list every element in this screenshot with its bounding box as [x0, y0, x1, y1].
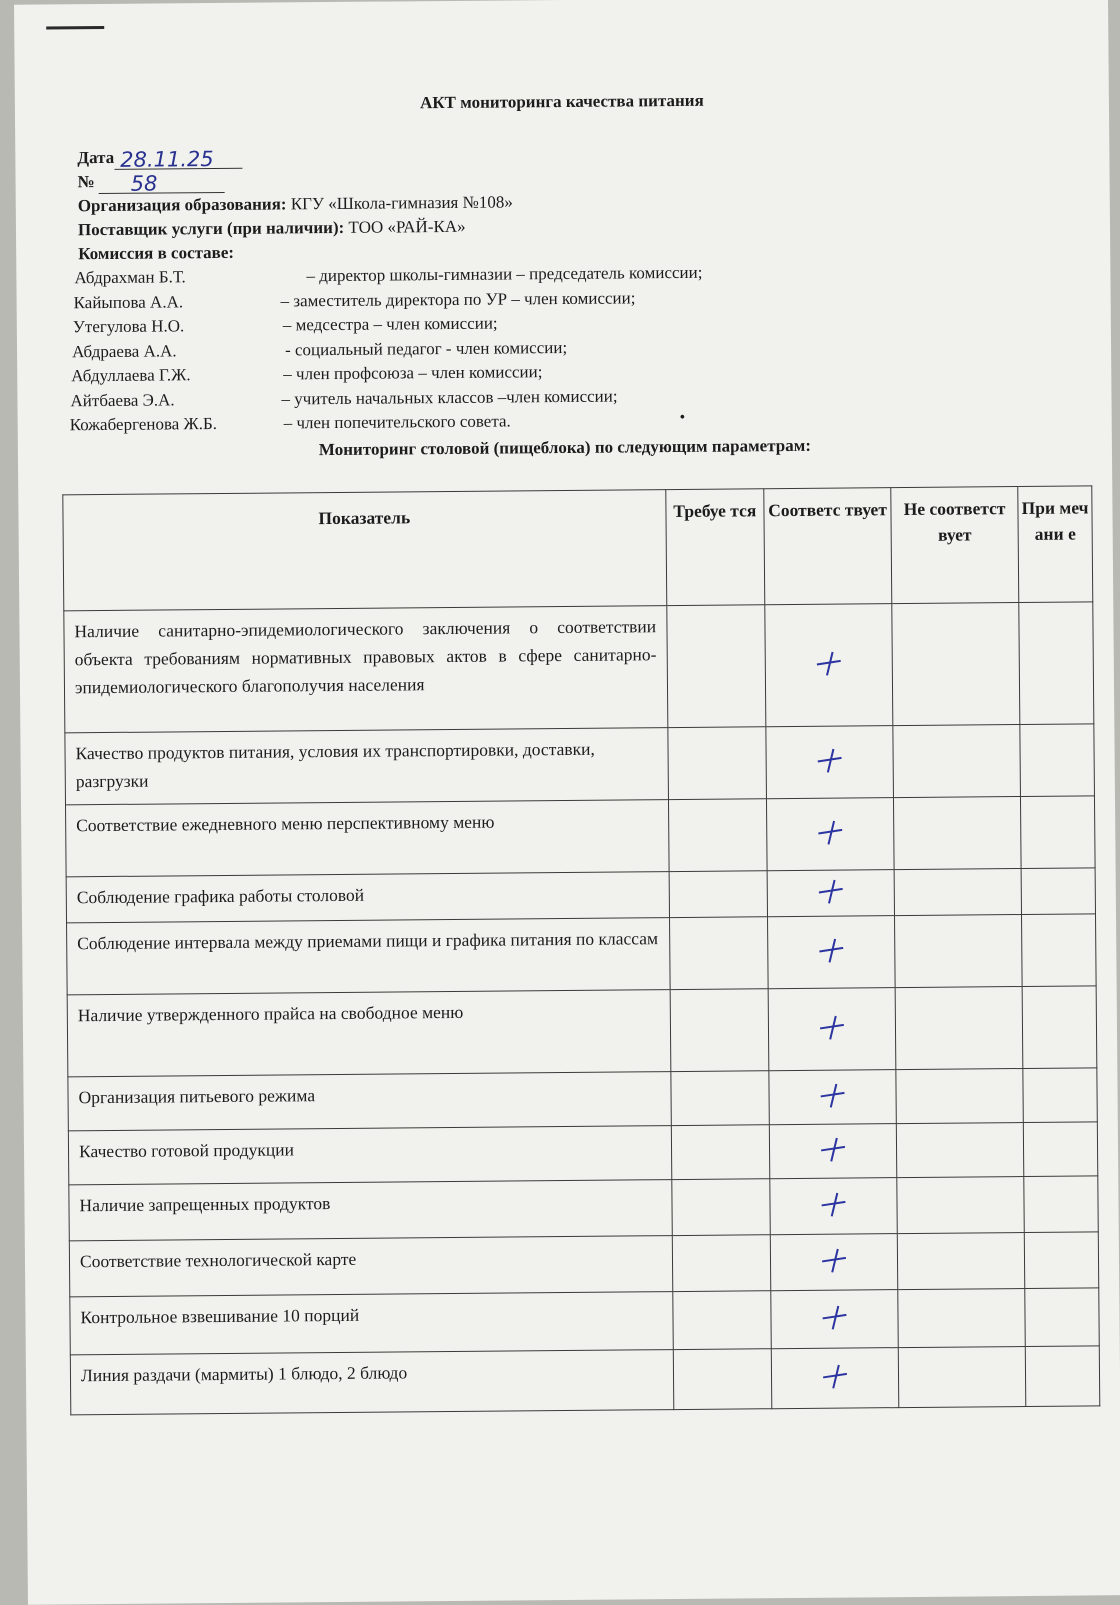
member-role: – медсестра – член комиссии; — [283, 312, 498, 338]
member-role: - социальный педагог - член комиссии; — [285, 335, 567, 362]
indicator-cell: Наличие санитарно-эпидемиологического заключения о соответствии объекта требованиям нормативных правовых актов в сфере санитарно-эпидемиологического благополучия населения — [64, 606, 668, 733]
supplier-line — [78, 214, 513, 242]
noncompliant-cell — [896, 1069, 1024, 1124]
note-cell — [1024, 1232, 1098, 1289]
indicator-cell: Качество готовой продукции — [68, 1126, 671, 1185]
noncompliant-cell — [894, 869, 1021, 916]
corner-mark — [46, 26, 104, 30]
compliant-cell — [771, 1348, 899, 1409]
compliant-cell — [766, 726, 894, 799]
commission-list — [74, 266, 75, 437]
handwritten-check-icon — [819, 1016, 845, 1038]
indicator-cell: Качество продуктов питания, условия их транспортировки, доставки, разгрузки — [65, 728, 668, 805]
noncompliant-cell — [895, 915, 1023, 988]
handwritten-date: 28.11.25 — [120, 147, 214, 172]
handwritten-check-icon — [817, 821, 843, 843]
date-field — [114, 148, 242, 170]
commission-label: Комиссия в составе: — [78, 238, 513, 266]
stray-dot: • — [680, 409, 686, 427]
number-field — [99, 172, 225, 194]
document-header — [77, 142, 513, 266]
required-cell — [671, 1125, 770, 1180]
note-cell — [1023, 1068, 1097, 1123]
member-name: Абдрахман Б.Т. — [74, 265, 186, 290]
indicator-cell: Организация питьевого режима — [68, 1072, 671, 1131]
col-header-required: Требуе тся — [665, 489, 764, 606]
indicator-cell: Линия раздачи (мармиты) 1 блюдо, 2 блюдо — [70, 1350, 673, 1415]
compliant-cell — [771, 1290, 899, 1349]
table-row — [64, 602, 1094, 733]
handwritten-check-icon — [822, 1365, 848, 1387]
table-row — [70, 1288, 1099, 1355]
handwritten-check-icon — [817, 749, 843, 771]
required-cell — [670, 989, 769, 1072]
member-name: Абдуллаева Г.Ж. — [71, 363, 191, 389]
table-row — [69, 1232, 1098, 1297]
noncompliant-cell — [892, 603, 1020, 726]
handwritten-check-icon — [818, 939, 844, 961]
handwritten-check-icon — [820, 1193, 846, 1215]
indicator-cell: Наличие утвержденного прайса на свободное меню — [67, 990, 670, 1077]
number-label: № — [77, 172, 94, 191]
compliant-cell — [770, 1234, 898, 1291]
required-cell — [670, 1071, 769, 1126]
document-page — [14, 0, 1120, 1605]
compliant-cell — [767, 870, 894, 917]
indicator-cell: Наличие запрещенных продуктов — [69, 1180, 672, 1241]
member-name: Абдраева А.А. — [72, 339, 177, 364]
indicator-cell: Соответствие технологической карте — [69, 1236, 672, 1297]
table-title: Мониторинг столовой (пищеблока) по следующим параметрам: — [18, 433, 1112, 463]
noncompliant-cell — [898, 1289, 1026, 1348]
supplier-label: Поставщик услуги (при наличии): — [78, 218, 344, 239]
col-header-compliant: Соответс твует — [764, 488, 892, 605]
indicator-cell: Соблюдение графика работы столовой — [66, 872, 669, 923]
member-name: Айтбаева Э.А. — [70, 388, 174, 413]
col-header-note: При меч ани е — [1018, 486, 1093, 603]
required-cell — [666, 605, 765, 728]
handwritten-check-icon — [820, 1138, 846, 1160]
handwritten-check-icon — [821, 1249, 847, 1271]
table-row — [67, 986, 1097, 1077]
noncompliant-cell — [893, 725, 1021, 798]
member-role: – член попечительского совета. — [284, 409, 511, 435]
required-cell — [668, 799, 767, 872]
handwritten-check-icon — [820, 1084, 846, 1106]
table-row — [70, 1346, 1099, 1415]
note-cell — [1021, 868, 1095, 915]
compliant-cell — [770, 1178, 898, 1235]
table-row — [65, 724, 1095, 805]
handwritten-check-icon — [816, 652, 842, 674]
handwritten-check-icon — [821, 1306, 847, 1328]
member-role: – член профсоюза – член комиссии; — [283, 360, 542, 387]
required-cell — [672, 1235, 771, 1292]
table-row — [68, 1122, 1097, 1185]
date-label: Дата — [77, 148, 114, 167]
compliant-cell — [765, 604, 893, 727]
required-cell — [671, 1179, 770, 1236]
note-cell — [1022, 986, 1097, 1069]
member-name: Кайыпова А.А. — [74, 290, 184, 315]
required-cell — [669, 917, 768, 990]
note-cell — [1024, 1176, 1098, 1233]
note-cell — [1025, 1346, 1099, 1407]
note-cell — [1025, 1288, 1099, 1347]
member-name: Кожабергенова Ж.Б. — [70, 412, 218, 438]
compliant-cell — [766, 798, 894, 871]
handwritten-number: 58 — [131, 172, 158, 196]
supplier-value: ТОО «РАЙ-КА» — [348, 217, 465, 237]
table-row — [66, 796, 1096, 877]
noncompliant-cell — [896, 1123, 1024, 1178]
member-role: – учитель начальных классов –член комиссии; — [281, 384, 617, 411]
noncompliant-cell — [897, 1177, 1025, 1234]
required-cell — [673, 1349, 772, 1410]
required-cell — [669, 871, 768, 918]
required-cell — [672, 1291, 771, 1350]
note-cell — [1019, 602, 1094, 725]
document-title: АКТ мониторинга качества питания — [15, 87, 1109, 117]
noncompliant-cell — [897, 1233, 1025, 1290]
organization-label: Организация образования: — [78, 194, 287, 215]
note-cell — [1023, 1122, 1097, 1177]
note-cell — [1020, 724, 1094, 797]
organization-value: КГУ «Школа-гимназия №108» — [291, 192, 513, 213]
member-role: – директор школы-гимназии – председатель комиссии; — [306, 261, 702, 289]
table-row — [67, 914, 1097, 995]
indicator-cell: Контрольное взвешивание 10 порций — [70, 1292, 673, 1355]
handwritten-check-icon — [818, 880, 844, 902]
noncompliant-cell — [894, 797, 1022, 870]
compliant-cell — [769, 1124, 897, 1179]
noncompliant-cell — [895, 987, 1023, 1070]
col-header-indicator: Показатель — [63, 490, 667, 611]
note-cell — [1022, 914, 1096, 987]
noncompliant-cell — [898, 1346, 1026, 1407]
indicator-cell: Соблюдение интервала между приемами пищи и графика питания по классам — [67, 918, 670, 995]
member-role: – заместитель директора по УР – член комиссии; — [281, 286, 636, 314]
table-row — [69, 1176, 1098, 1241]
compliant-cell — [768, 916, 896, 989]
indicator-cell: Соответствие ежедневного меню перспективному меню — [66, 800, 669, 877]
col-header-noncompliant: Не соответст вует — [891, 487, 1019, 604]
monitoring-table — [62, 485, 1100, 1415]
compliant-cell — [768, 988, 896, 1071]
compliant-cell — [769, 1070, 897, 1125]
table-row — [68, 1068, 1097, 1131]
note-cell — [1021, 796, 1095, 869]
member-name: Утегулова Н.О. — [73, 314, 185, 339]
table-header-row — [63, 486, 1093, 611]
required-cell — [667, 727, 766, 800]
